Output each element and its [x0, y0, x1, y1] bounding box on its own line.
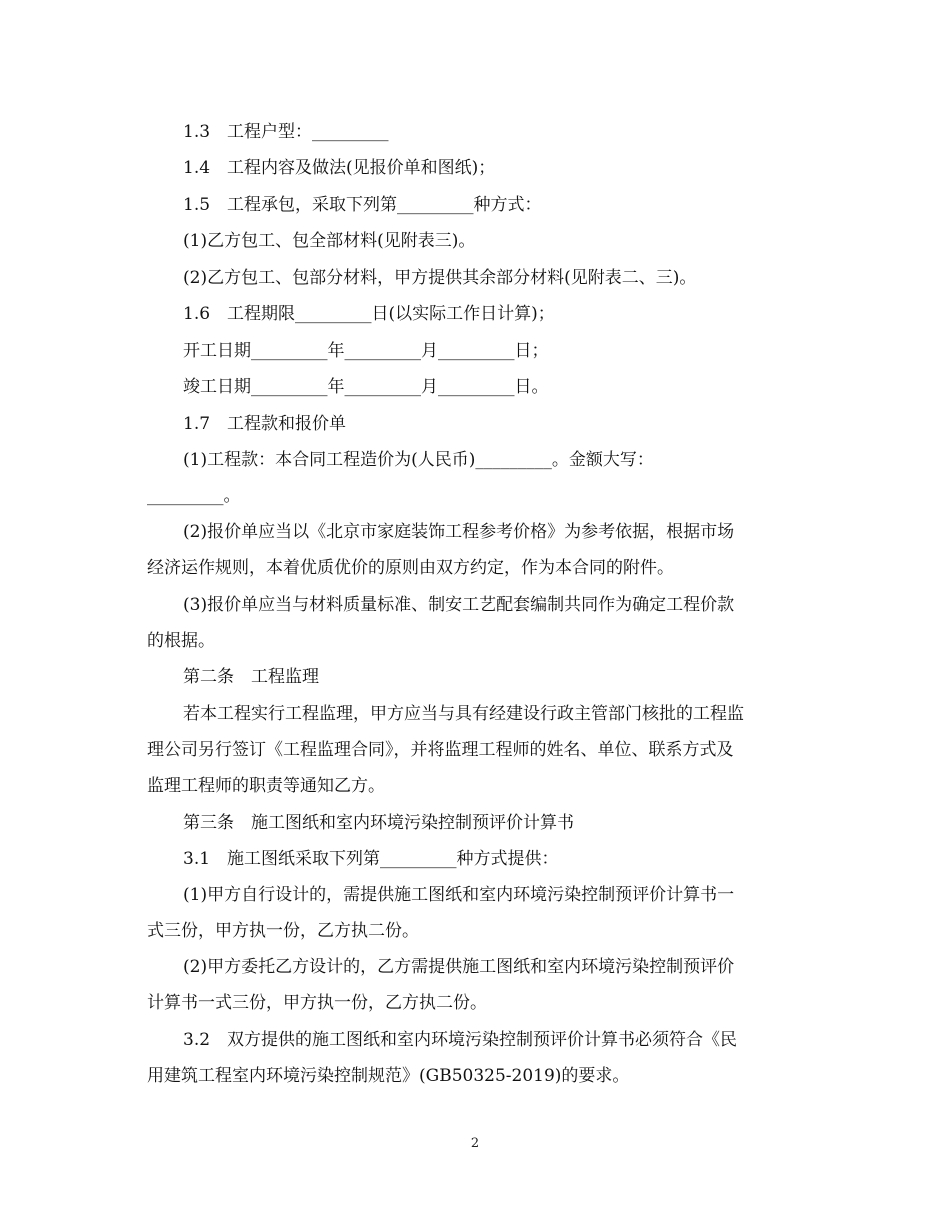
start-date-line: 开工日期_________年_________月_________日；: [183, 341, 549, 361]
clause-3-1: 3.1 施工图纸采取下列第_________种方式提供：: [183, 849, 559, 869]
article-2-para-line-3: 监理工程师的职责等通知乙方。: [147, 776, 385, 796]
clause-3-1-item-2: (2)甲方委托乙方设计的，乙方需提供施工图纸和室内环境污染控制预评价: [183, 957, 735, 977]
page-number: 2: [470, 1136, 480, 1151]
article-3-heading: 第三条 施工图纸和室内环境污染控制预评价计算书: [183, 813, 574, 833]
clause-1-7-item-1: (1)工程款：本合同工程造价为(人民币)_________。金额大写：: [183, 450, 654, 470]
clause-1-7-item-1-cont: _________。: [147, 486, 241, 506]
clause-1-7-item-2-cont: 经济运作规则，本着优质优价的原则由双方约定，作为本合同的附件。: [147, 558, 674, 578]
clause-1-7-item-2: (2)报价单应当以《北京市家庭装饰工程参考价格》为参考依据，根据市场: [183, 522, 735, 542]
clause-3-2-cont: 用建筑工程室内环境污染控制规范》(GB50325-2019)的要求。: [147, 1066, 630, 1086]
clause-3-1-item-2-cont: 计算书一式三份，甲方执一份，乙方执二份。: [147, 993, 487, 1013]
article-2-para-line-2: 理公司另行签订《工程监理合同》，并将监理工程师的姓名、单位、联系方式及: [147, 740, 734, 760]
clause-3-1-item-1: (1)甲方自行设计的，需提供施工图纸和室内环境污染控制预评价计算书一: [183, 885, 735, 905]
clause-1-4: 1.4 工程内容及做法(见报价单和图纸)；: [183, 158, 496, 178]
clause-1-5-option-1: (1)乙方包工、包全部材料(见附表三)。: [183, 231, 476, 251]
clause-1-7-item-3-cont: 的根据。: [147, 631, 215, 651]
clause-1-5: 1.5 工程承包，采取下列第_________种方式：: [183, 195, 542, 215]
clause-1-6: 1.6 工程期限_________日(以实际工作日计算)；: [183, 304, 555, 324]
article-2-para-line-1: 若本工程实行工程监理，甲方应当与具有经建设行政主管部门核批的工程监: [183, 704, 744, 724]
article-2-heading: 第二条 工程监理: [183, 667, 319, 687]
clause-3-1-item-1-cont: 式三份，甲方执一份，乙方执二份。: [147, 921, 419, 941]
clause-3-2: 3.2 双方提供的施工图纸和室内环境污染控制预评价计算书必须符合《民: [183, 1030, 738, 1050]
completion-date-line: 竣工日期_________年_________月_________日。: [183, 377, 549, 397]
clause-1-3: 1.3 工程户型：_________: [183, 122, 389, 142]
clause-1-7-item-3: (3)报价单应当与材料质量标准、制安工艺配套编制共同作为确定工程价款: [183, 595, 735, 615]
clause-1-7: 1.7 工程款和报价单: [183, 414, 347, 434]
clause-1-5-option-2: (2)乙方包工、包部分材料，甲方提供其余部分材料(见附表二、三)。: [183, 268, 697, 288]
